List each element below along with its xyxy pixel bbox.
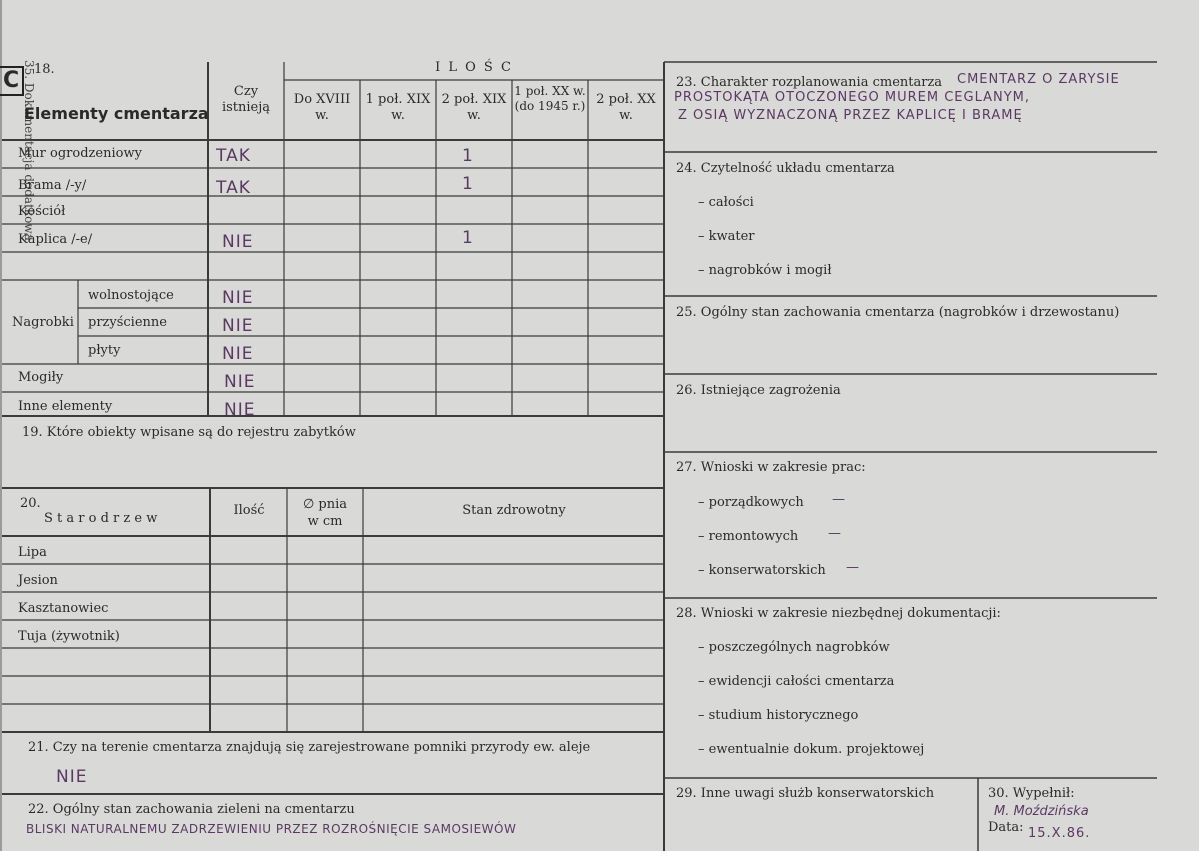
nagrobki-label: Nagrobki [12,315,74,330]
s28-item-studium: – studium historycznego [698,708,859,723]
s27-item-porzadkowych: – porządkowych [698,495,804,510]
s28-label: 28. Wnioski w zakresie niezbędnej dokumentacji: [676,606,1001,621]
s24-item-calosci: – całości [698,195,754,210]
s20-number: 20. [20,496,41,511]
s30-date: 15.X.86. [1028,826,1091,841]
tree-jesion: Jesion [18,573,58,588]
s27-dash-2: — [828,526,842,541]
s27-item-remontowych: – remontowych [698,529,799,544]
s20-title: S t a r o d r z e w [44,511,158,526]
s27-dash-1: — [832,492,846,507]
col-1pol-xx: 1 poł. XX w. (do 1945 r.) [514,84,586,113]
s23-answer-line1: CMENTARZ O ZARYSIE [957,72,1120,87]
row-label-kaplica: Kaplica /-e/ [18,232,93,247]
s25-label: 25. Ogólny stan zachowania cmentarza (nagrobków i drzewostanu) [676,305,1120,320]
vertical-stamp: 35. Dokumentacja dodatkowa [22,60,36,241]
s22-answer: BLISKI NATURALNEMU ZADRZEWIENIU PRZEZ ROZROŚNIĘCIE SAMOSIEWÓW [26,822,517,836]
corner-letter: C [0,66,24,96]
row-qty-mur: 1 [462,146,474,166]
row-exists-mur: TAK [216,146,251,166]
s28-item-projektowej: – ewentualnie dokum. projektowej [698,742,925,757]
s21-label: 21. Czy na terenie cmentarza znajdują się zarejestrowane pomniki przyrody ew. aleje [28,740,591,755]
s23-label: 23. Charakter rozplanowania cmentarza [676,75,943,90]
s26-label: 26. Istniejące zagrożenia [676,383,841,398]
row-qty-kaplica: 1 [462,228,474,248]
nagrobki-przyscienne: przyścienne [88,315,167,330]
s23-answer-line2: PROSTOKĄTA OTOCZONEGO MUREM CEGLANYM, [674,90,1031,105]
s27-label: 27. Wnioski w zakresie prac: [676,460,866,475]
col-2pol-xx: 2 poł. XX w. [596,92,656,123]
s18-title: Elementy cmentarza [24,104,209,123]
s24-label: 24. Czytelność układu cmentarza [676,161,895,176]
col-do-xviii: Do XVIII w. [293,92,351,123]
s27-dash-3: — [846,560,860,575]
s20-col-diam-unit: w cm [307,514,343,529]
s28-item-ewidencji: – ewidencji całości cmentarza [698,674,895,689]
row-qty-brama: 1 [462,174,474,194]
col-1pol-xix: 1 poł. XIX w. [365,92,431,123]
s23-answer-line3: Z OSIĄ WYZNACZONĄ PRZEZ KAPLICĘ I BRAMĘ [678,108,1023,123]
s20-col-qty: Ilość [233,503,265,518]
row-label-mur: Mur ogrodzeniowy [18,146,142,161]
nagrobki-plyty: płyty [88,343,121,358]
s24-item-kwater: – kwater [698,229,755,244]
exists-inne: NIE [224,400,256,420]
exists-mogily: NIE [224,372,256,392]
row-label-mogily: Mogiły [18,370,64,385]
col-exists-header: Czy istnieją [221,84,271,115]
s30-signature: M. Moździńska [994,804,1089,819]
s21-answer: NIE [56,767,88,787]
tree-kasztanowiec: Kasztanowiec [18,601,109,616]
row-label-inne: Inne elementy [18,399,113,414]
s27-item-konserwatorskich: – konserwatorskich [698,563,826,578]
row-label-brama: Brama /-y/ [18,178,87,193]
row-exists-brama: TAK [216,178,251,198]
s30-date-label: Data: [988,820,1024,835]
s24-item-nagrobkow: – nagrobków i mogił [698,263,832,278]
ilosc-header: I L O Ś C [435,60,513,75]
col-2pol-xix: 2 poł. XIX w. [441,92,507,123]
s30-label: 30. Wypełnił: [988,786,1075,801]
s22-label: 22. Ogólny stan zachowania zieleni na cmentarzu [28,802,355,817]
exists-przyscienne: NIE [222,316,254,336]
s28-item-nagrobkow: – poszczególnych nagrobków [698,640,890,655]
s19-label: 19. Które obiekty wpisane są do rejestru zabytków [22,425,356,440]
s20-col-health: Stan zdrowotny [462,503,566,518]
tree-lipa: Lipa [18,545,47,560]
exists-wolnostojace: NIE [222,288,254,308]
row-exists-kaplica: NIE [222,232,254,252]
s29-label: 29. Inne uwagi służb konserwatorskich [676,786,935,801]
nagrobki-wolnostojace: wolnostojące [88,288,174,303]
exists-plyty: NIE [222,344,254,364]
tree-tuja: Tuja (żywotnik) [18,629,120,644]
s18-number: 18. [34,62,55,77]
row-label-kosciol: Kościół [18,204,66,219]
s20-col-diam: ∅ pnia [302,497,348,512]
